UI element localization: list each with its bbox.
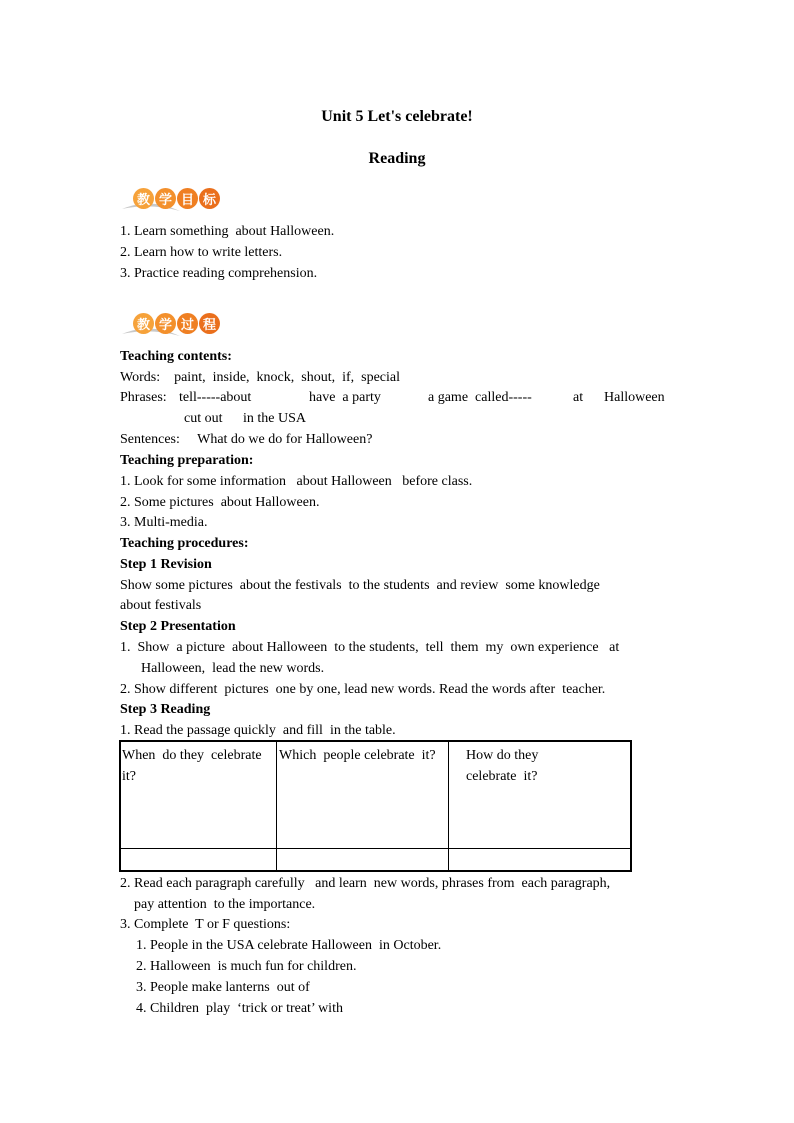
words-line: Words: paint, inside, knock, shout, if, special	[120, 370, 400, 385]
phrase-item: tell-----about	[179, 390, 252, 405]
tf-question: 2. Halloween is much fun for children.	[136, 959, 357, 974]
process-badge	[120, 312, 224, 338]
preparation-heading: Teaching preparation:	[120, 453, 254, 468]
badge-char: 标	[199, 188, 220, 209]
phrase-item: a game called-----	[428, 390, 532, 405]
preparation-item: 2. Some pictures about Halloween.	[120, 495, 320, 510]
table-header-text: When do they celebrate	[122, 748, 262, 763]
step2-text: 2. Show different pictures one by one, lead new words. Read the words after teacher.	[120, 682, 606, 697]
objective-item: 3. Practice reading comprehension.	[120, 266, 318, 281]
phrase-item: have a party	[309, 390, 381, 405]
badge-char: 学	[155, 188, 176, 209]
objectives-badge	[120, 187, 224, 213]
objective-item: 1. Learn something about Halloween.	[120, 224, 335, 239]
step3-item: pay attention to the importance.	[120, 897, 316, 912]
step1-text: about festivals	[120, 598, 202, 613]
preparation-item: 3. Multi-media.	[120, 515, 208, 530]
table-header-who: Which people celebrate it?	[279, 748, 436, 763]
badge-char: 过	[177, 313, 198, 334]
procedures-heading: Teaching procedures:	[120, 536, 249, 551]
badge-char: 教	[133, 313, 154, 334]
phrase-item: in the USA	[243, 411, 306, 426]
tf-question: 1. People in the USA celebrate Halloween in October.	[136, 938, 442, 953]
phrase-item: Halloween	[604, 390, 665, 405]
table-header-text: How do they	[466, 748, 539, 763]
tf-question: 4. Children play ‘trick or treat’ with	[136, 1001, 343, 1016]
page-subtitle: Reading	[368, 150, 426, 167]
objective-item: 2. Learn how to write letters.	[120, 245, 283, 260]
contents-heading: Teaching contents:	[120, 349, 232, 364]
step2-text: Halloween, lead the new words.	[120, 661, 325, 676]
table-header-how	[466, 745, 626, 787]
badge-char: 教	[133, 188, 154, 209]
fill-in-table	[119, 740, 632, 872]
table-divider	[448, 742, 449, 870]
tf-question: 3. People make lanterns out of	[136, 980, 310, 995]
step3-heading: Step 3 Reading	[120, 702, 211, 717]
badge-char: 程	[199, 313, 220, 334]
table-header-text: it?	[122, 769, 136, 784]
step2-text: 1. Show a picture about Halloween to the students, tell them my own experience at	[120, 640, 620, 655]
table-divider	[276, 742, 277, 870]
table-divider	[121, 848, 630, 849]
step3-item: 3. Complete T or F questions:	[120, 917, 291, 932]
step1-text: Show some pictures about the festivals to the students and review some knowledge	[120, 578, 600, 593]
sentences-line: Sentences: What do we do for Halloween?	[120, 432, 373, 447]
badge-char: 目	[177, 188, 198, 209]
step2-heading: Step 2 Presentation	[120, 619, 236, 634]
phrase-item: at	[573, 390, 584, 405]
page-title: Unit 5 Let's celebrate!	[321, 108, 473, 125]
preparation-item: 1. Look for some information about Halloween before class.	[120, 474, 473, 489]
phrase-item: cut out	[184, 411, 223, 426]
badge-char: 学	[155, 313, 176, 334]
step3-item: 1. Read the passage quickly and fill in the table.	[120, 723, 396, 738]
phrases-label: Phrases:	[120, 390, 167, 405]
step1-heading: Step 1 Revision	[120, 557, 212, 572]
table-header-text: celebrate it?	[466, 769, 538, 784]
table-header-when	[122, 745, 276, 787]
step3-item: 2. Read each paragraph carefully and learn new words, phrases from each paragraph,	[120, 876, 611, 891]
